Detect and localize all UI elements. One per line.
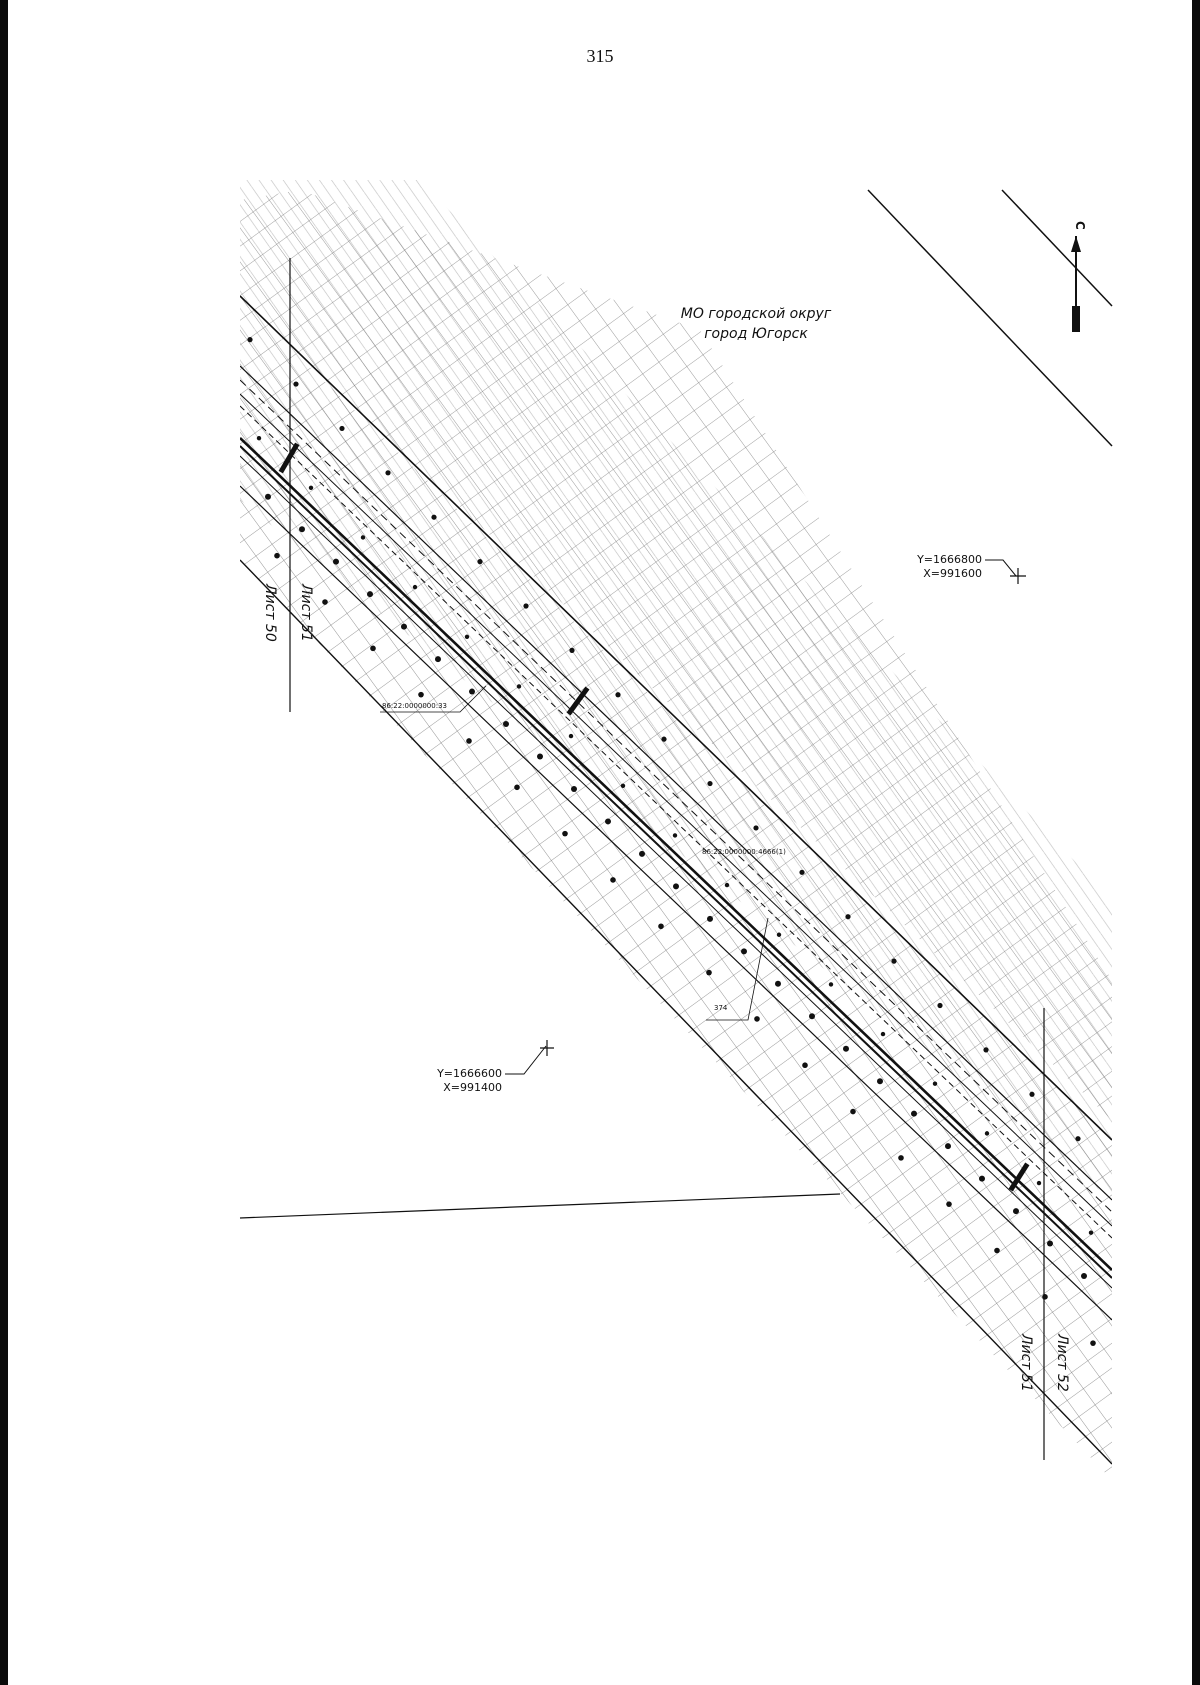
survey-point — [431, 515, 436, 520]
survey-point — [658, 923, 664, 929]
survey-point — [477, 559, 482, 564]
survey-point — [562, 831, 568, 837]
survey-point — [514, 785, 520, 791]
municipality-label-line1: МО городской округ — [680, 306, 832, 322]
svg-text:374: 374 — [714, 1004, 728, 1012]
sheet-label-bottom-right-b: Лист 51 — [1018, 1334, 1034, 1392]
survey-point — [898, 1155, 904, 1161]
survey-point — [610, 877, 616, 883]
survey-point — [401, 624, 407, 630]
parcel-label-second — [702, 848, 786, 856]
survey-point — [621, 784, 625, 788]
north-arrow-letter: С — [1073, 221, 1087, 230]
survey-point — [661, 737, 666, 742]
survey-point — [777, 933, 781, 937]
survey-point — [911, 1111, 917, 1117]
map-content — [240, 180, 1112, 1480]
coord-x-top: X=991600 — [923, 567, 982, 580]
survey-point — [1089, 1231, 1093, 1235]
survey-point — [706, 970, 712, 976]
survey-point — [615, 692, 620, 697]
survey-point — [309, 486, 313, 490]
survey-point — [370, 646, 376, 652]
survey-point — [257, 436, 261, 440]
survey-point — [829, 982, 833, 986]
survey-point — [537, 754, 543, 760]
crosshair-icon — [1010, 568, 1026, 584]
survey-point — [983, 1047, 988, 1052]
crosshair-icon — [540, 1040, 554, 1056]
survey-point — [299, 526, 305, 532]
survey-point — [413, 585, 417, 589]
survey-point — [517, 684, 521, 688]
sheet-label-top-left-a: Лист 51 — [298, 584, 314, 642]
survey-point — [1081, 1273, 1087, 1279]
survey-point — [523, 603, 528, 608]
survey-point — [1029, 1092, 1034, 1097]
survey-point — [775, 981, 781, 987]
survey-point — [994, 1248, 1000, 1254]
survey-point — [877, 1078, 883, 1084]
survey-point — [571, 786, 577, 792]
survey-point — [367, 591, 373, 597]
svg-text:86:22:0000000:33: 86:22:0000000:33 — [382, 702, 447, 710]
survey-point — [891, 959, 896, 964]
survey-point — [265, 494, 271, 500]
survey-point — [274, 553, 280, 559]
survey-point — [1047, 1241, 1053, 1247]
survey-point — [802, 1062, 808, 1068]
survey-point — [361, 535, 365, 539]
survey-point — [293, 381, 298, 386]
survey-point — [799, 870, 804, 875]
survey-point — [247, 337, 252, 342]
survey-point — [937, 1003, 942, 1008]
coordinate-mark-top — [916, 553, 1026, 584]
survey-point — [569, 648, 574, 653]
boundary-line-2 — [1002, 190, 1112, 306]
survey-point — [753, 825, 758, 830]
admin-boundary-line — [240, 1194, 840, 1218]
survey-point — [741, 948, 747, 954]
survey-point — [465, 635, 469, 639]
survey-point — [1090, 1340, 1096, 1346]
survey-point — [503, 721, 509, 727]
survey-point — [985, 1131, 989, 1135]
survey-point — [843, 1046, 849, 1052]
survey-point — [339, 426, 344, 431]
survey-point — [639, 851, 645, 857]
survey-point — [707, 781, 712, 786]
coord-y-bottom: Y=1666600 — [437, 1067, 502, 1080]
svg-text:86:22:0000000:4666(1): 86:22:0000000:4666(1) — [702, 848, 786, 856]
survey-point — [933, 1082, 937, 1086]
sheet-label-bottom-right-a: Лист 52 — [1054, 1334, 1070, 1392]
survey-point — [469, 689, 475, 695]
survey-point — [673, 833, 677, 837]
coordinate-mark-bottom — [436, 1040, 554, 1094]
page-number: 315 — [586, 46, 614, 66]
survey-point — [385, 470, 390, 475]
survey-point — [881, 1032, 885, 1036]
survey-point — [1042, 1294, 1048, 1300]
survey-point — [945, 1143, 951, 1149]
survey-point — [946, 1201, 952, 1207]
survey-point — [333, 559, 339, 565]
survey-point — [754, 1016, 760, 1022]
survey-point — [979, 1176, 985, 1182]
sheet-label-top-left-b: Лист 50 — [262, 584, 278, 642]
survey-point — [1075, 1136, 1080, 1141]
survey-point — [322, 599, 328, 605]
survey-point — [1013, 1208, 1019, 1214]
survey-point — [845, 914, 850, 919]
survey-point — [418, 692, 424, 698]
survey-point — [850, 1109, 856, 1115]
coord-x-bottom: X=991400 — [443, 1081, 502, 1094]
survey-point — [725, 883, 729, 887]
survey-point — [1037, 1181, 1041, 1185]
survey-point — [809, 1013, 815, 1019]
survey-point — [466, 738, 472, 744]
coord-y-top: Y=1666800 — [917, 553, 982, 566]
municipality-label-line2: город Югорск — [704, 326, 808, 342]
survey-point — [435, 656, 441, 662]
survey-point — [673, 883, 679, 889]
survey-point — [707, 916, 713, 922]
survey-point — [605, 818, 611, 824]
survey-point — [569, 734, 573, 738]
